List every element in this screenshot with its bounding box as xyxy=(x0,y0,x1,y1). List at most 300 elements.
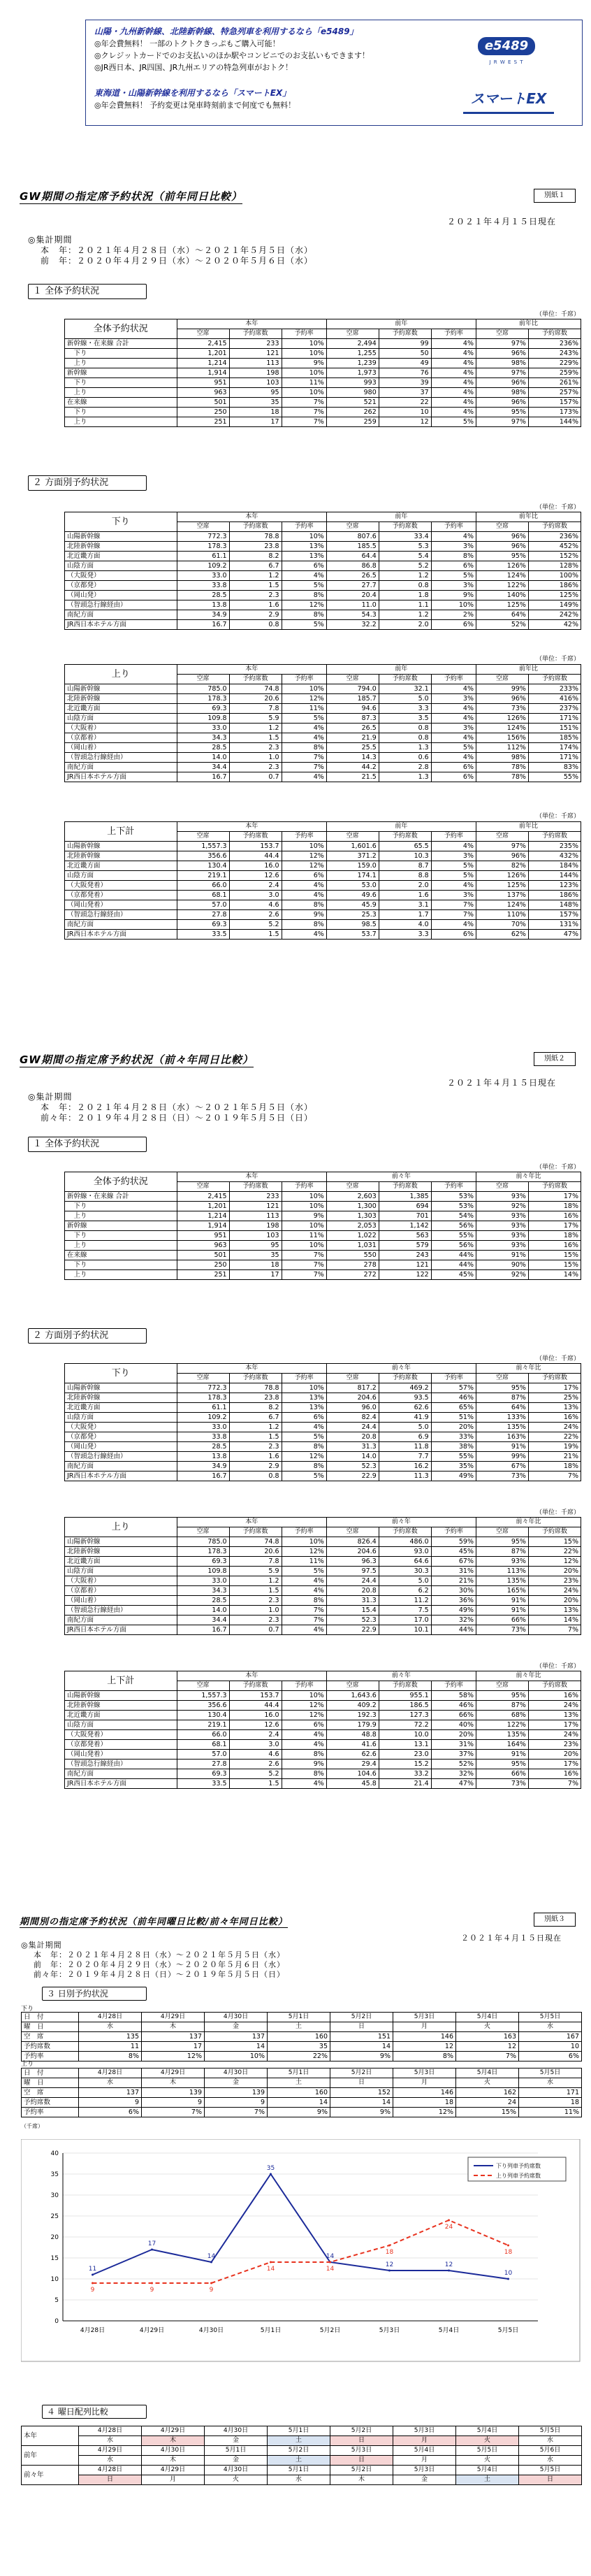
row-label: 山陽新幹線 xyxy=(65,1537,177,1547)
row-label: 北陸新幹線 xyxy=(65,1547,177,1557)
table-cell: 20% xyxy=(528,1750,581,1760)
table-cell: 371.2 xyxy=(326,851,379,861)
table-cell: 66.0 xyxy=(177,1730,229,1740)
table-cell: 水 xyxy=(519,2456,582,2466)
table-cell: 1.5 xyxy=(229,930,282,940)
table-cell: 137 xyxy=(142,2032,205,2042)
table-cell: 125% xyxy=(476,881,529,891)
table-cell: 93% xyxy=(476,1557,529,1567)
row-label: 在来線 xyxy=(65,1251,177,1260)
row-label: 山陰方面 xyxy=(65,871,177,881)
table-cell: 13% xyxy=(282,1403,326,1413)
table-cell: 5月5日 xyxy=(456,2446,519,2456)
table-cell: 17% xyxy=(528,1720,581,1730)
table-cell: 2.3 xyxy=(229,591,282,600)
table-subheader: 空席 xyxy=(177,1527,229,1537)
table-cell: 78.8 xyxy=(229,1383,282,1393)
table-cell: 174.1 xyxy=(326,871,379,881)
table-cell: 48.8 xyxy=(326,1730,379,1740)
table-cell: 25.5 xyxy=(326,743,379,753)
table-cell: 4月29日 xyxy=(142,2068,205,2078)
table-cell: 21.4 xyxy=(379,1779,431,1789)
table-cell: 5% xyxy=(431,571,476,581)
table-cell: 5% xyxy=(282,1567,326,1576)
table-cell: 41.6 xyxy=(326,1740,379,1750)
row-label: 曜 日 xyxy=(22,2022,79,2032)
data-point xyxy=(210,2261,212,2264)
table-cell: 11.3 xyxy=(379,1472,431,1481)
row-label: 予約率 xyxy=(22,2052,79,2061)
table-cell: 93.5 xyxy=(379,1393,431,1403)
table-subheader: 予約率 xyxy=(282,675,326,684)
table-header-row xyxy=(65,1172,581,1182)
section1-title: GW期間の指定席予約状況（前年同日比較） xyxy=(20,190,242,203)
row-label: JR西日本ホテル方面 xyxy=(65,1472,177,1481)
data-label: 12 xyxy=(444,2261,453,2268)
table-cell: 10.3 xyxy=(379,851,431,861)
table-cell: 164% xyxy=(476,1740,529,1750)
table-cell: 5月4日 xyxy=(456,2466,519,2475)
table-cell: 10% xyxy=(282,1202,326,1211)
table-subheader: 空席 xyxy=(326,522,379,532)
table-cell: 96.0 xyxy=(326,1403,379,1413)
table-cell: 5.9 xyxy=(229,1567,282,1576)
header-ratio: 前年比 xyxy=(476,665,581,675)
table-cell: 124% xyxy=(476,900,529,910)
table-cell: 12% xyxy=(282,1701,326,1711)
row-label: 新幹線・在来線 合計 xyxy=(65,339,177,349)
table-subheader: 空席 xyxy=(326,1374,379,1383)
table-subheader: 予約席数 xyxy=(229,675,282,684)
table-row xyxy=(65,1576,581,1586)
table-cell: 36% xyxy=(431,1596,476,1606)
table-subheader: 空席 xyxy=(326,675,379,684)
table-subheader: 空席 xyxy=(177,1681,229,1691)
table-cell: 1,022 xyxy=(326,1231,379,1241)
table-row xyxy=(65,1462,581,1472)
table-row xyxy=(65,871,581,881)
table-cell: 963 xyxy=(177,388,229,398)
table-cell: 432% xyxy=(528,851,581,861)
table-cell: 10% xyxy=(431,600,476,610)
smart-ex-logo[interactable]: スマートEX xyxy=(463,93,554,114)
table-row xyxy=(65,1472,581,1481)
e5489-logo[interactable]: e5489 J R W E S T xyxy=(458,37,555,65)
table-row xyxy=(65,1442,581,1452)
header-ratio: 前々年比 xyxy=(476,1518,581,1527)
table-row xyxy=(65,684,581,694)
table-cell: 259% xyxy=(528,368,581,378)
table-cell: 68% xyxy=(476,1711,529,1720)
table-row xyxy=(65,1625,581,1635)
table-cell: 186.5 xyxy=(379,1701,431,1711)
table-cell: 水 xyxy=(79,2436,142,2446)
table-cell: 1.5 xyxy=(229,581,282,591)
table-cell: 90% xyxy=(476,1260,529,1270)
row-label: 上り xyxy=(65,1270,177,1280)
table-cell: 785.0 xyxy=(177,1537,229,1547)
table-cell: 7% xyxy=(282,1606,326,1616)
table-cell: 5% xyxy=(282,620,326,630)
table-subheader: 予約率 xyxy=(431,1527,476,1537)
row-label: JR西日本ホテル方面 xyxy=(65,1779,177,1789)
table-cell: 5.0 xyxy=(379,1576,431,1586)
table-cell: 135% xyxy=(476,1423,529,1432)
table-cell: 月 xyxy=(393,2456,456,2466)
table-header-title: 上り xyxy=(65,1518,177,1537)
table-subheader: 空席 xyxy=(476,1182,529,1192)
table-cell: 73% xyxy=(476,1472,529,1481)
table-cell: 7% xyxy=(282,1270,326,1280)
table-row xyxy=(65,1413,581,1423)
table-cell: 火 xyxy=(456,2022,519,2032)
table-cell: 金 xyxy=(205,2022,268,2032)
table-cell: 171 xyxy=(519,2088,582,2098)
data-point xyxy=(151,2282,153,2284)
table-cell: 6% xyxy=(431,772,476,782)
row-label: （大阪発） xyxy=(65,571,177,581)
table-row xyxy=(65,772,581,782)
table-subheader: 予約席数 xyxy=(379,522,431,532)
table-cell: 1.0 xyxy=(229,753,282,763)
table-cell: 14.0 xyxy=(326,1452,379,1462)
table-cell: 16.2 xyxy=(379,1462,431,1472)
table-cell: 1.5 xyxy=(229,1586,282,1596)
table-cell: 0.8 xyxy=(379,581,431,591)
s2-overall-table xyxy=(64,1172,581,1280)
table-cell: 1.2 xyxy=(229,1423,282,1432)
header-this-year: 本年 xyxy=(177,319,326,329)
table-cell: 31% xyxy=(431,1740,476,1750)
table-row xyxy=(65,349,581,359)
table-cell: 113% xyxy=(476,1567,529,1576)
table-cell: 185.7 xyxy=(326,694,379,704)
table-subheader: 予約席数 xyxy=(229,1374,282,1383)
table-cell: 13% xyxy=(282,542,326,552)
table-cell: 5月5日 xyxy=(519,2466,582,2475)
table-subheader: 予約率 xyxy=(282,832,326,842)
data-label: 9 xyxy=(149,2287,154,2294)
s1-total-table xyxy=(64,821,581,940)
table-cell: 97% xyxy=(476,339,529,349)
table-cell: 木 xyxy=(142,2436,205,2446)
table-cell: 39 xyxy=(379,378,431,388)
legend-entry: 下り列車予約席数 xyxy=(496,2163,541,2169)
row-label: 北近畿方面 xyxy=(65,552,177,561)
table-row xyxy=(65,1452,581,1462)
table-cell: 65.5 xyxy=(379,842,431,851)
table-row xyxy=(65,571,581,581)
table-cell: 126% xyxy=(476,561,529,571)
table-cell: 13% xyxy=(282,1393,326,1403)
data-label: 14 xyxy=(326,2253,335,2260)
table-cell: 月 xyxy=(393,2022,456,2032)
table-cell: 3% xyxy=(431,891,476,900)
table-cell: 0.8 xyxy=(229,1472,282,1481)
table-subheader: 空席 xyxy=(326,1681,379,1691)
y-tick-label: 30 xyxy=(50,2192,59,2199)
table-cell: 2.6 xyxy=(229,1760,282,1769)
table-row xyxy=(65,398,581,408)
row-label: （大阪発） xyxy=(65,1423,177,1432)
table-cell: 163% xyxy=(476,1432,529,1442)
table-cell: 198 xyxy=(229,368,282,378)
table-row xyxy=(65,733,581,743)
row-label: 新幹線 xyxy=(65,1221,177,1231)
table-cell: 5.2 xyxy=(229,920,282,930)
table-cell: 4月29日 xyxy=(142,2466,205,2475)
table-cell: 38% xyxy=(431,1442,476,1452)
table-row xyxy=(65,388,581,398)
table-row xyxy=(65,532,581,542)
table-cell: 4% xyxy=(282,1740,326,1750)
row-label: 在来線 xyxy=(65,398,177,408)
table-cell: 95% xyxy=(476,1383,529,1393)
table-row xyxy=(65,561,581,571)
table-row xyxy=(65,600,581,610)
table-cell: 1,557.3 xyxy=(177,842,229,851)
header-this-year: 本年 xyxy=(177,822,326,832)
row-label: 山陰方面 xyxy=(65,1567,177,1576)
table-cell: 32% xyxy=(431,1616,476,1625)
table-cell: 42% xyxy=(528,620,581,630)
table-cell: 7% xyxy=(528,1472,581,1481)
table-cell: 45% xyxy=(431,1547,476,1557)
table-cell: 9% xyxy=(282,910,326,920)
table-cell: 56% xyxy=(431,1241,476,1251)
table-cell: 356.6 xyxy=(177,851,229,861)
table-cell: 1.5 xyxy=(229,1432,282,1442)
table-cell: 2.3 xyxy=(229,763,282,772)
table-subheader: 予約席数 xyxy=(379,832,431,842)
table-subheader: 予約率 xyxy=(431,832,476,842)
table-cell: 550 xyxy=(326,1251,379,1260)
table-cell: 44.4 xyxy=(229,851,282,861)
table-cell: 4% xyxy=(282,891,326,900)
table-cell: 135 xyxy=(79,2032,142,2042)
table-cell: 149% xyxy=(528,600,581,610)
table-cell: 66% xyxy=(476,1616,529,1625)
table-cell: 130.4 xyxy=(177,861,229,871)
table-cell: 0.7 xyxy=(229,1625,282,1635)
table-cell: 174% xyxy=(528,743,581,753)
table-cell: 4月30日 xyxy=(205,2013,268,2022)
table-cell: 33.0 xyxy=(177,1423,229,1432)
table-cell: 501 xyxy=(177,398,229,408)
table-row xyxy=(65,704,581,714)
section3-period: ◎集計期間 本 年：２０２１年４月２８日（水）～２０２１年５月５日（水） 前 年：２０２０年４月２９日（水）～２０２０年５月６日（水） 前々年：２０１９年４月２８日（日）～２０１９年５月５日（日） xyxy=(21,1941,285,1979)
table-cell: 1.3 xyxy=(379,772,431,782)
table-cell: 10.1 xyxy=(379,1625,431,1635)
table-cell: 96% xyxy=(476,532,529,542)
table-cell: 233 xyxy=(229,339,282,349)
table-header-row xyxy=(65,665,581,675)
table-cell: 4.6 xyxy=(229,1750,282,1760)
s2-up-table xyxy=(64,1517,581,1635)
table-cell: 1,300 xyxy=(326,1202,379,1211)
x-tick-label: 4月30日 xyxy=(198,2327,224,2334)
table-cell: 4% xyxy=(431,714,476,724)
row-label: （京都発） xyxy=(65,1432,177,1442)
table-cell: 33.0 xyxy=(177,571,229,581)
table-cell: 163 xyxy=(456,2032,519,2042)
row-label: 北陸新幹線 xyxy=(65,1701,177,1711)
row-label: 山陰方面 xyxy=(65,1413,177,1423)
table-row xyxy=(65,1606,581,1616)
table-cell: 3.0 xyxy=(229,891,282,900)
data-point xyxy=(329,2261,331,2264)
table-subheader: 空席 xyxy=(177,522,229,532)
table-cell: 121 xyxy=(229,1202,282,1211)
table-cell: 2,053 xyxy=(326,1221,379,1231)
row-label: 山陽新幹線 xyxy=(65,1383,177,1393)
table-cell: 1.3 xyxy=(379,743,431,753)
table-cell: 9% xyxy=(268,2108,330,2117)
table-cell: 156% xyxy=(476,733,529,743)
table-cell: 807.6 xyxy=(326,532,379,542)
table-cell: 951 xyxy=(177,1231,229,1241)
table-cell: 21.5 xyxy=(326,772,379,782)
table-cell: 4% xyxy=(282,881,326,891)
table-cell: 33.8 xyxy=(177,581,229,591)
table-cell: 6% xyxy=(431,561,476,571)
table-header-title: 全体予約状況 xyxy=(65,319,177,339)
data-point xyxy=(388,2245,391,2247)
table-cell: 52.3 xyxy=(326,1462,379,1472)
table-cell: 37 xyxy=(379,388,431,398)
table-row xyxy=(65,1701,581,1711)
table-cell: 233% xyxy=(528,684,581,694)
table-cell: 126% xyxy=(476,714,529,724)
table-cell: 水 xyxy=(519,2078,582,2088)
table-cell: 237% xyxy=(528,704,581,714)
table-cell: 157% xyxy=(528,398,581,408)
table-cell: 5月2日 xyxy=(330,2013,393,2022)
y-tick-label: 0 xyxy=(54,2318,59,2325)
table-cell: 10% xyxy=(282,532,326,542)
table-cell: 18% xyxy=(528,1462,581,1472)
table-cell: 69.3 xyxy=(177,1769,229,1779)
table-cell: 219.1 xyxy=(177,1720,229,1730)
table-cell: 96.3 xyxy=(326,1557,379,1567)
table-cell: 452% xyxy=(528,542,581,552)
x-tick-label: 5月3日 xyxy=(379,2327,400,2334)
table-cell: 9 xyxy=(142,2098,205,2108)
table-subheader: 予約席数 xyxy=(229,1681,282,1691)
table-row xyxy=(65,724,581,733)
table-cell: 5月3日 xyxy=(393,2068,456,2078)
table-cell: 15.4 xyxy=(326,1606,379,1616)
table-cell: 3% xyxy=(431,694,476,704)
table-cell: 23% xyxy=(528,1740,581,1750)
table-cell: 7% xyxy=(142,2108,205,2117)
table-cell: 4% xyxy=(282,1779,326,1789)
table-cell: 27.8 xyxy=(177,910,229,920)
table-cell: 水 xyxy=(79,2022,142,2032)
table-cell: 月 xyxy=(393,2078,456,2088)
table-cell: 日 xyxy=(330,2456,393,2466)
table-row xyxy=(65,1403,581,1413)
table-cell: 20.6 xyxy=(229,1547,282,1557)
table-subheader: 予約率 xyxy=(431,1681,476,1691)
table-cell: 124% xyxy=(476,571,529,581)
table-cell: 1,557.3 xyxy=(177,1691,229,1701)
table-cell: 8% xyxy=(282,610,326,620)
table-cell: 1.7 xyxy=(379,910,431,920)
table-cell: 20% xyxy=(431,1423,476,1432)
table-cell: 23.0 xyxy=(379,1750,431,1760)
row-label: 新幹線 xyxy=(65,368,177,378)
table-cell: 204.6 xyxy=(326,1547,379,1557)
table-cell: 5月1日 xyxy=(268,2068,330,2078)
table-header-title: 上り xyxy=(65,665,177,684)
table-cell: 97% xyxy=(476,368,529,378)
table-subheader: 予約席数 xyxy=(379,1527,431,1537)
table-subheader: 空席 xyxy=(476,329,529,339)
table-cell: 15.2 xyxy=(379,1760,431,1769)
table-cell: 21.9 xyxy=(326,733,379,743)
table-cell: 261% xyxy=(528,378,581,388)
table-subheader: 空席 xyxy=(177,675,229,684)
table-cell: 198 xyxy=(229,1221,282,1231)
table-cell: 4% xyxy=(431,704,476,714)
table-cell: 72.2 xyxy=(379,1720,431,1730)
table-header-row xyxy=(65,1518,581,1527)
table-row xyxy=(22,2466,582,2475)
table-cell: 139 xyxy=(142,2088,205,2098)
header-prev-year: 前々年 xyxy=(326,1364,476,1374)
table-cell: 11% xyxy=(282,704,326,714)
table-cell: 67% xyxy=(476,1462,529,1472)
row-label: 北陸新幹線 xyxy=(65,851,177,861)
table-cell: 91% xyxy=(476,1750,529,1760)
table-row xyxy=(65,1547,581,1557)
banner-text-4: ◎JR西日本、JR四国、JR九州エリアの特急列車がおトク！ xyxy=(94,63,293,72)
row-label: 山陽新幹線 xyxy=(65,684,177,694)
table-cell: 28.5 xyxy=(177,1442,229,1452)
table-cell: 4月30日 xyxy=(205,2466,268,2475)
table-cell: 8% xyxy=(282,900,326,910)
row-label: 下り xyxy=(65,1231,177,1241)
table-cell: 2.0 xyxy=(379,620,431,630)
table-cell: 5% xyxy=(431,743,476,753)
table-cell: 259 xyxy=(326,417,379,427)
table-cell: 1,914 xyxy=(177,1221,229,1231)
table-cell: 33.5 xyxy=(177,930,229,940)
table-cell: 4% xyxy=(431,388,476,398)
table-cell: 17% xyxy=(528,1760,581,1769)
row-label: （京都着） xyxy=(65,1586,177,1596)
table-cell: 4月29日 xyxy=(79,2446,142,2456)
banner-text-3: ◎クレジットカードでのお支払いのほか駅やコンビニでのお支払いもできます！ xyxy=(94,51,370,60)
table-subheader: 予約席数 xyxy=(229,1527,282,1537)
s1-down-table xyxy=(64,512,581,630)
table-cell: 1.0 xyxy=(229,1606,282,1616)
table-row xyxy=(65,1383,581,1393)
table-cell: 3.1 xyxy=(379,900,431,910)
table-cell: 45% xyxy=(431,1270,476,1280)
table-cell: 34.3 xyxy=(177,1586,229,1596)
table-cell: 93% xyxy=(476,1241,529,1251)
table-cell: 9 xyxy=(205,2098,268,2108)
table-cell: 10% xyxy=(282,388,326,398)
row-label: （大阪着） xyxy=(65,1576,177,1586)
table-cell: 30.3 xyxy=(379,1567,431,1576)
table-cell: 93% xyxy=(476,1221,529,1231)
table-cell: 1.5 xyxy=(229,1779,282,1789)
table-cell: 87.3 xyxy=(326,714,379,724)
row-label: 上り xyxy=(65,417,177,427)
